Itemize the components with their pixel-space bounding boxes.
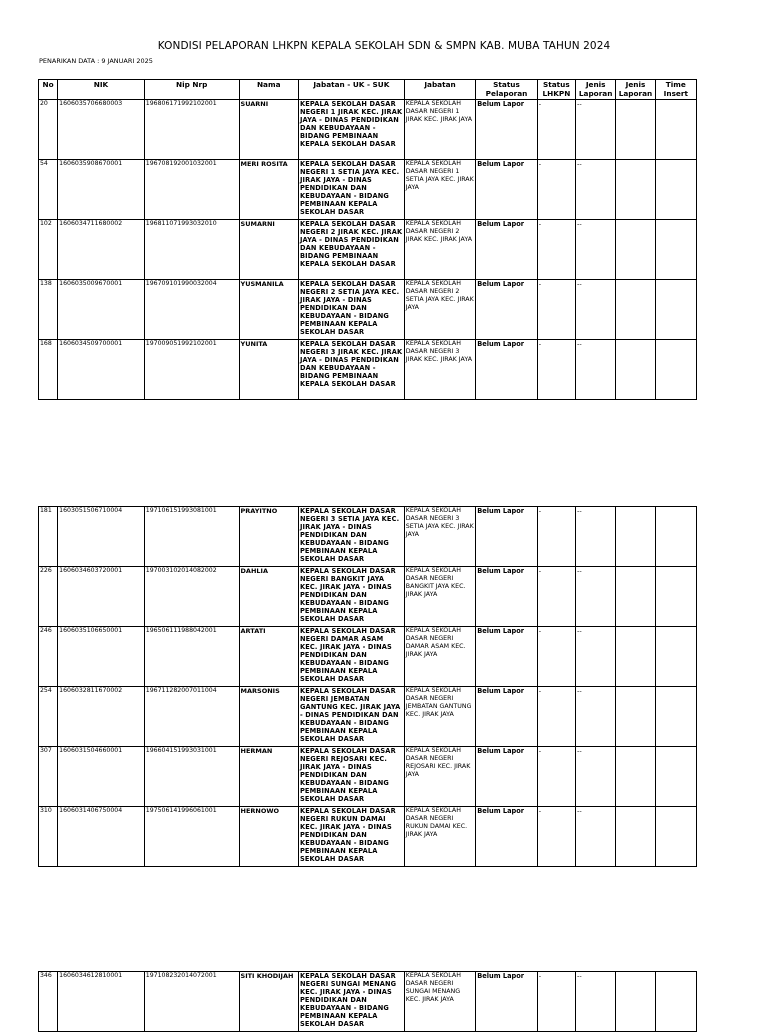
cell-no: 54 xyxy=(39,160,58,220)
cell-jenis-laporan: -- xyxy=(576,567,616,627)
cell-status-lhkpn: - xyxy=(537,220,575,280)
cell-time-insert xyxy=(655,100,696,160)
cell-no: 168 xyxy=(39,340,58,400)
cell-jabatan: KEPALA SEKOLAH DASAR NEGERI RUKUN DAMAI KEC. JIRAK JAYA xyxy=(404,807,476,867)
cell-nip: 196708192001032001 xyxy=(144,160,239,220)
cell-nama: ARTATI xyxy=(239,627,298,687)
table-row xyxy=(39,507,697,567)
cell-time-insert xyxy=(655,807,696,867)
cell-jabatan: KEPALA SEKOLAH DASAR NEGERI 2 SETIA JAYA KEC. JIRAK JAYA xyxy=(404,280,476,340)
cell-time-insert xyxy=(655,627,696,687)
cell-jabatan-uk: KEPALA SEKOLAH DASAR NEGERI DAMAR ASAM KEC. JIRAK JAYA - DINAS PENDIDIKAN DAN KEBUDAYAAN - BIDANG PEMBINAAN KEPALA SEKOLAH DASAR xyxy=(298,627,404,687)
cell-status-pelaporan: Belum Lapor xyxy=(476,687,537,747)
cell-status-pelaporan: Belum Lapor xyxy=(476,627,537,687)
cell-jenis-laporan: -- xyxy=(576,972,616,1032)
cell-status-pelaporan: Belum Lapor xyxy=(476,567,537,627)
col-header-jabatan-uk: Jabatan - UK - SUK xyxy=(298,80,404,100)
report-table-page-1 xyxy=(38,79,697,400)
cell-nik: 1606034612810001 xyxy=(58,972,145,1032)
col-header-jenis-laporan-2: Jenis Laporan xyxy=(616,80,655,100)
cell-jabatan: KEPALA SEKOLAH DASAR NEGERI JEMBATAN GANTUNG KEC. JIRAK JAYA xyxy=(404,687,476,747)
cell-status-lhkpn: - xyxy=(537,972,575,1032)
cell-nip: 197108232014072001 xyxy=(144,972,239,1032)
col-header-nama: Nama xyxy=(239,80,298,100)
cell-jabatan: KEPALA SEKOLAH DASAR NEGERI 3 SETIA JAYA KEC. JIRAK JAYA xyxy=(404,507,476,567)
cell-nama: SUMARNI xyxy=(239,220,298,280)
cell-jenis-laporan: -- xyxy=(576,280,616,340)
cell-jabatan-uk: KEPALA SEKOLAH DASAR NEGERI 3 SETIA JAYA KEC. JIRAK JAYA - DINAS PENDIDIKAN DAN KEBUDAYAAN - BIDANG PEMBINAAN KEPALA SEKOLAH DASAR xyxy=(298,507,404,567)
cell-time-insert xyxy=(655,747,696,807)
cell-jenis-laporan-2 xyxy=(616,340,655,400)
cell-no: 346 xyxy=(39,972,58,1032)
cell-jenis-laporan: -- xyxy=(576,100,616,160)
cell-nama: DAHLIA xyxy=(239,567,298,627)
cell-no: 138 xyxy=(39,280,58,340)
cell-status-lhkpn: - xyxy=(537,627,575,687)
cell-no: 254 xyxy=(39,687,58,747)
col-header-jenis-laporan: Jenis Laporan xyxy=(576,80,616,100)
cell-time-insert xyxy=(655,160,696,220)
cell-jabatan: KEPALA SEKOLAH DASAR NEGERI DAMAR ASAM KEC. JIRAK JAYA xyxy=(404,627,476,687)
cell-status-pelaporan: Belum Lapor xyxy=(476,100,537,160)
cell-status-lhkpn: - xyxy=(537,100,575,160)
col-header-time-insert: Time Insert xyxy=(655,80,696,100)
cell-jabatan-uk: KEPALA SEKOLAH DASAR NEGERI 2 SETIA JAYA KEC. JIRAK JAYA - DINAS PENDIDIKAN DAN KEBUDAYAAN - BIDANG PEMBINAAN KEPALA SEKOLAH DASAR xyxy=(298,280,404,340)
table-row xyxy=(39,687,697,747)
table-row xyxy=(39,160,697,220)
cell-nip: 197106151993081001 xyxy=(144,507,239,567)
cell-status-pelaporan: Belum Lapor xyxy=(476,747,537,807)
cell-no: 102 xyxy=(39,220,58,280)
cell-time-insert xyxy=(655,507,696,567)
cell-jabatan: KEPALA SEKOLAH DASAR NEGERI 3 JIRAK KEC. JIRAK JAYA xyxy=(404,340,476,400)
cell-jenis-laporan-2 xyxy=(616,280,655,340)
cell-nik: 1606035908670001 xyxy=(58,160,145,220)
cell-jabatan-uk: KEPALA SEKOLAH DASAR NEGERI SUNGAI MENANG KEC. JIRAK JAYA - DINAS PENDIDIKAN DAN KEBUDAYAAN - BIDANG PEMBINAAN KEPALA SEKOLAH DASAR xyxy=(298,972,404,1032)
cell-status-pelaporan: Belum Lapor xyxy=(476,340,537,400)
cell-time-insert xyxy=(655,280,696,340)
table-row xyxy=(39,972,697,1032)
cell-nik: 1606035106650001 xyxy=(58,627,145,687)
cell-jenis-laporan: -- xyxy=(576,807,616,867)
cell-jabatan: KEPALA SEKOLAH DASAR NEGERI SUNGAI MENANG KEC. JIRAK JAYA xyxy=(404,972,476,1032)
col-header-no: No xyxy=(39,80,58,100)
cell-nip: 197003102014082002 xyxy=(144,567,239,627)
cell-nip: 197506141996061001 xyxy=(144,807,239,867)
cell-nama: HERMAN xyxy=(239,747,298,807)
col-header-status-lhkpn: Status LHKPN xyxy=(537,80,575,100)
table-row xyxy=(39,100,697,160)
cell-status-pelaporan: Belum Lapor xyxy=(476,280,537,340)
cell-jenis-laporan-2 xyxy=(616,747,655,807)
document-title: KONDISI PELAPORAN LHKPN KEPALA SEKOLAH SDN & SMPN KAB. MUBA TAHUN 2024 xyxy=(157,40,611,52)
cell-nama: SUARNI xyxy=(239,100,298,160)
cell-status-pelaporan: Belum Lapor xyxy=(476,807,537,867)
cell-jabatan: KEPALA SEKOLAH DASAR NEGERI 1 JIRAK KEC. JIRAK JAYA xyxy=(404,100,476,160)
cell-time-insert xyxy=(655,220,696,280)
cell-jenis-laporan: -- xyxy=(576,507,616,567)
cell-jenis-laporan-2 xyxy=(616,972,655,1032)
table-row xyxy=(39,340,697,400)
cell-status-pelaporan: Belum Lapor xyxy=(476,160,537,220)
cell-status-lhkpn: - xyxy=(537,747,575,807)
cell-jenis-laporan: -- xyxy=(576,747,616,807)
cell-nik: 1606035009670001 xyxy=(58,280,145,340)
cell-jenis-laporan: -- xyxy=(576,627,616,687)
cell-jenis-laporan: -- xyxy=(576,687,616,747)
cell-jabatan-uk: KEPALA SEKOLAH DASAR NEGERI RUKUN DAMAI KEC. JIRAK JAYA - DINAS PENDIDIKAN DAN KEBUDAYAAN - BIDANG PEMBINAAN KEPALA SEKOLAH DASAR xyxy=(298,807,404,867)
cell-no: 181 xyxy=(39,507,58,567)
cell-nama: SITI KHODIJAH xyxy=(239,972,298,1032)
cell-nik: 1606034509700001 xyxy=(58,340,145,400)
cell-time-insert xyxy=(655,687,696,747)
cell-status-lhkpn: - xyxy=(537,807,575,867)
cell-nip: 196711282007011004 xyxy=(144,687,239,747)
cell-status-lhkpn: - xyxy=(537,507,575,567)
cell-jenis-laporan: -- xyxy=(576,340,616,400)
table-header-row xyxy=(39,80,697,100)
cell-jenis-laporan-2 xyxy=(616,807,655,867)
cell-jabatan-uk: KEPALA SEKOLAH DASAR NEGERI 1 JIRAK KEC. JIRAK JAYA - DINAS PENDIDIKAN DAN KEBUDAYAAN - BIDANG PEMBINAAN KEPALA SEKOLAH DASAR xyxy=(298,100,404,160)
cell-nama: YUSMANILA xyxy=(239,280,298,340)
cell-jenis-laporan: -- xyxy=(576,220,616,280)
cell-time-insert xyxy=(655,567,696,627)
cell-jabatan: KEPALA SEKOLAH DASAR NEGERI BANGKIT JAYA KEC. JIRAK JAYA xyxy=(404,567,476,627)
cell-nama: HERNOWO xyxy=(239,807,298,867)
cell-nik: 1603051506710004 xyxy=(58,507,145,567)
cell-status-pelaporan: Belum Lapor xyxy=(476,220,537,280)
cell-jenis-laporan-2 xyxy=(616,507,655,567)
cell-status-lhkpn: - xyxy=(537,687,575,747)
table-row xyxy=(39,567,697,627)
cell-nip: 196506111988042001 xyxy=(144,627,239,687)
table-row xyxy=(39,280,697,340)
cell-jenis-laporan-2 xyxy=(616,220,655,280)
cell-jabatan-uk: KEPALA SEKOLAH DASAR NEGERI 1 SETIA JAYA KEC. JIRAK JAYA - DINAS PENDIDIKAN DAN KEBUDAYAAN - BIDANG PEMBINAAN KEPALA SEKOLAH DASAR xyxy=(298,160,404,220)
cell-nik: 1606031406750004 xyxy=(58,807,145,867)
cell-nik: 1606034603720001 xyxy=(58,567,145,627)
cell-jabatan-uk: KEPALA SEKOLAH DASAR NEGERI 2 JIRAK KEC. JIRAK JAYA - DINAS PENDIDIKAN DAN KEBUDAYAAN - BIDANG PEMBINAAN KEPALA SEKOLAH DASAR xyxy=(298,220,404,280)
cell-no: 307 xyxy=(39,747,58,807)
cell-nik: 1606034711680002 xyxy=(58,220,145,280)
table-row xyxy=(39,627,697,687)
cell-status-pelaporan: Belum Lapor xyxy=(476,507,537,567)
table-row xyxy=(39,747,697,807)
report-table-page-3 xyxy=(38,971,697,1032)
cell-status-lhkpn: - xyxy=(537,567,575,627)
report-table-page-2 xyxy=(38,506,697,867)
cell-jabatan: KEPALA SEKOLAH DASAR NEGERI 2 JIRAK KEC. JIRAK JAYA xyxy=(404,220,476,280)
cell-nip: 196604151993031001 xyxy=(144,747,239,807)
cell-jabatan-uk: KEPALA SEKOLAH DASAR NEGERI REJOSARI KEC. JIRAK JAYA - DINAS PENDIDIKAN DAN KEBUDAYAAN - BIDANG PEMBINAAN KEPALA SEKOLAH DASAR xyxy=(298,747,404,807)
document-subtitle: PENARIKAN DATA : 9 JANUARI 2025 xyxy=(39,57,153,65)
cell-nip: 197009051992102001 xyxy=(144,340,239,400)
cell-nama: MARSONIS xyxy=(239,687,298,747)
cell-nik: 1606031504660001 xyxy=(58,747,145,807)
cell-jenis-laporan-2 xyxy=(616,687,655,747)
cell-nip: 196709101990032004 xyxy=(144,280,239,340)
cell-jenis-laporan: -- xyxy=(576,160,616,220)
cell-jabatan: KEPALA SEKOLAH DASAR NEGERI 1 SETIA JAYA KEC. JIRAK JAYA xyxy=(404,160,476,220)
cell-nama: YUNITA xyxy=(239,340,298,400)
cell-no: 226 xyxy=(39,567,58,627)
cell-status-lhkpn: - xyxy=(537,160,575,220)
col-header-nik: NIK xyxy=(58,80,145,100)
table-row xyxy=(39,220,697,280)
cell-jabatan: KEPALA SEKOLAH DASAR NEGERI REJOSARI KEC. JIRAK JAYA xyxy=(404,747,476,807)
cell-no: 310 xyxy=(39,807,58,867)
cell-jabatan-uk: KEPALA SEKOLAH DASAR NEGERI JEMBATAN GANTUNG KEC. JIRAK JAYA - DINAS PENDIDIKAN DAN KEBUDAYAAN - BIDANG PEMBINAAN KEPALA SEKOLAH DASAR xyxy=(298,687,404,747)
cell-jabatan-uk: KEPALA SEKOLAH DASAR NEGERI BANGKIT JAYA KEC. JIRAK JAYA - DINAS PENDIDIKAN DAN KEBUDAYAAN - BIDANG PEMBINAAN KEPALA SEKOLAH DASAR xyxy=(298,567,404,627)
col-header-jabatan: Jabatan xyxy=(404,80,476,100)
cell-jenis-laporan-2 xyxy=(616,100,655,160)
cell-jenis-laporan-2 xyxy=(616,567,655,627)
cell-no: 246 xyxy=(39,627,58,687)
cell-no: 20 xyxy=(39,100,58,160)
cell-time-insert xyxy=(655,972,696,1032)
col-header-status-pelaporan: Status Pelaporan xyxy=(476,80,537,100)
cell-status-lhkpn: - xyxy=(537,280,575,340)
table-row xyxy=(39,807,697,867)
cell-nip: 196806171992102001 xyxy=(144,100,239,160)
col-header-nip: Nip Nrp xyxy=(144,80,239,100)
cell-nik: 1606035706680003 xyxy=(58,100,145,160)
cell-nik: 1606032811670002 xyxy=(58,687,145,747)
cell-nama: MERI ROSITA xyxy=(239,160,298,220)
cell-time-insert xyxy=(655,340,696,400)
cell-status-lhkpn: - xyxy=(537,340,575,400)
cell-jabatan-uk: KEPALA SEKOLAH DASAR NEGERI 3 JIRAK KEC. JIRAK JAYA - DINAS PENDIDIKAN DAN KEBUDAYAAN - BIDANG PEMBINAAN KEPALA SEKOLAH DASAR xyxy=(298,340,404,400)
cell-nama: PRAYITNO xyxy=(239,507,298,567)
cell-nip: 196811071993032010 xyxy=(144,220,239,280)
cell-status-pelaporan: Belum Lapor xyxy=(476,972,537,1032)
cell-jenis-laporan-2 xyxy=(616,627,655,687)
cell-jenis-laporan-2 xyxy=(616,160,655,220)
